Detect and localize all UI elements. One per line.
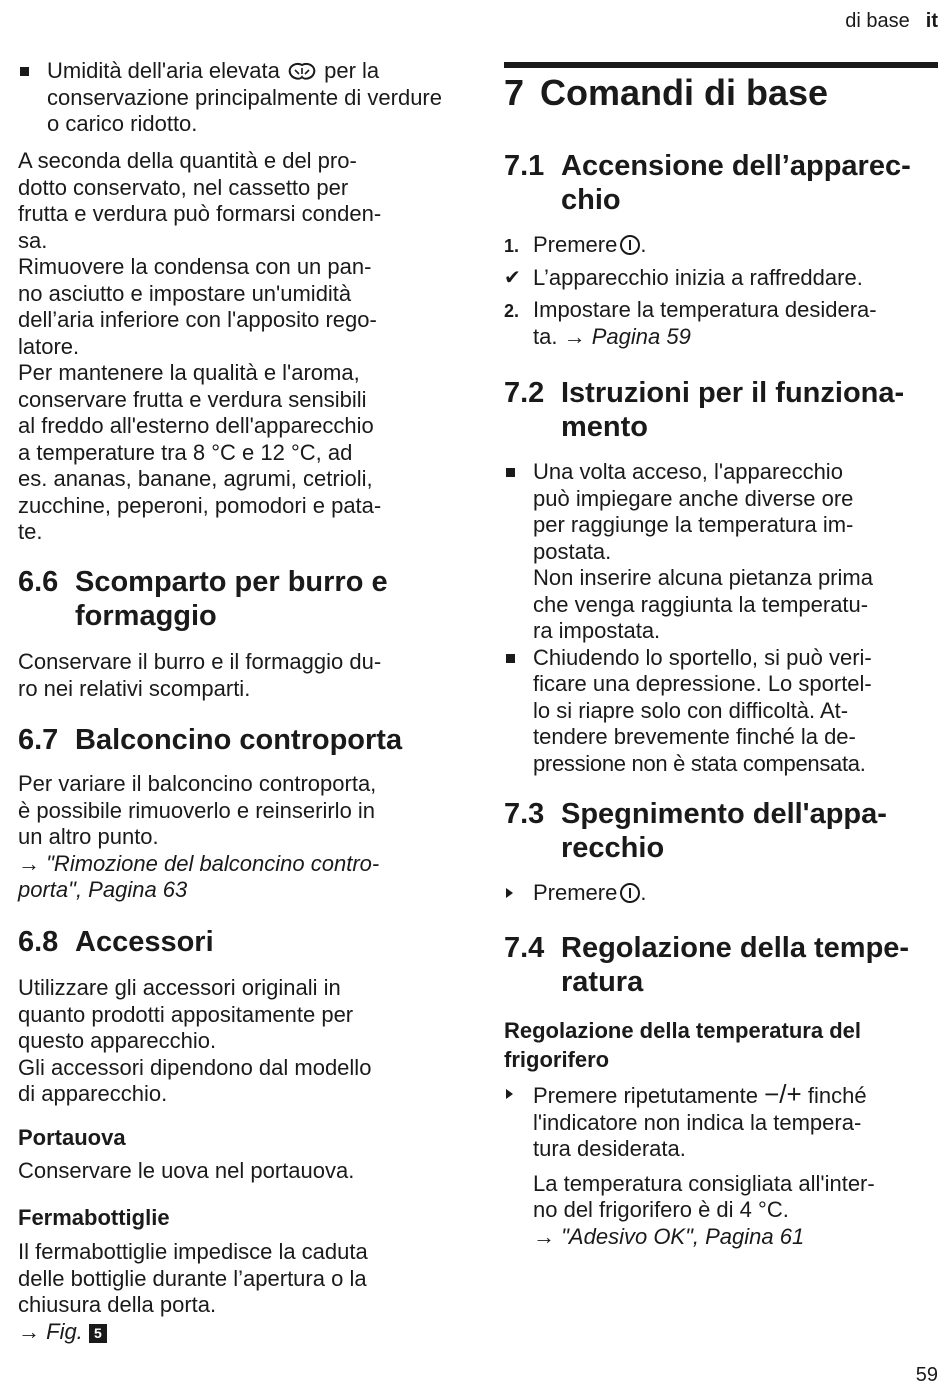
bullets-7-2 xyxy=(504,459,940,777)
text-6-7: Per variare il balconcino controporta, è possibile rimuoverlo e reinserirlo in un altro punto. → "Rimozione del balconcino contro- porta", Pagina 63 xyxy=(18,771,458,904)
arrow-right-icon: → xyxy=(18,1318,47,1344)
bullet-square xyxy=(20,67,29,76)
sticker-reference-link[interactable]: → "Adesivo OK", Pagina 61 xyxy=(533,1223,805,1249)
steps-7-1 xyxy=(504,232,940,350)
heading-6-7: 6.7 Balconcino controporta xyxy=(18,724,403,756)
heading-6-8: 6.8 Accessori xyxy=(18,926,214,958)
bullet-operation-1: Una volta acceso, l'apparecchio può impiegare anche diverse ore per raggiunge la temperatura im- postata. Non inserire alcuna pietanza prima che venga raggiunta la temperatu- ra impostata. xyxy=(504,459,940,645)
header-section: di base xyxy=(845,10,910,32)
text-egg-holder: Conservare le uova nel portauova. xyxy=(18,1158,355,1183)
arrow-triangle-icon xyxy=(506,888,513,898)
check-icon: ✔ xyxy=(504,266,521,289)
vegetable-icon xyxy=(286,60,318,82)
bullet-operation-2: Chiudendo lo sportello, si può veri- ficare una depressione. Lo sportel- lo si riapre solo con difficoltà. At- tendere brevemente finché la de- pressione non è stata compensata. xyxy=(504,645,940,778)
bullet-humidity: Umidità dell'aria elevata per la conservazione principalmente di verdure o carico ridotto. xyxy=(18,58,458,138)
arrow-right-icon: → xyxy=(18,850,47,876)
header-language: it xyxy=(925,10,938,32)
power-icon xyxy=(620,883,640,903)
condensation-text: A seconda della quantità e del pro- dotto conservato, nel cassetto per frutta e verdura può formarsi conden- sa. Rimuovere la condensa con un pan- no asciutto e impostare un'umidità dell’aria inferiore con l'apposito rego- latore. Per mantenere la qualità e l'aroma, conservare frutta e verdura sensibili al freddo all'esterno dell'apparecchio a temperature tra 8 °C e 12 °C, ad es. ananas, banane, agrumi, cetrioli, zucchine, peperoni, pomodori e pata- te. xyxy=(18,148,382,544)
bullet-square xyxy=(506,654,515,663)
step-set-temperature: Premere ripetutamente −/+ finché l'indicatore non indica la tempera- tura desiderata. La temperatura consigliata all'inter- no del frigorifero è di 4 °C. → "Adesivo OK", Pagina 61 xyxy=(504,1081,940,1250)
page-number: 59 xyxy=(915,1364,938,1386)
figure-reference-link[interactable]: → Fig. 5 xyxy=(18,1319,458,1346)
step-result: ✔ L’apparecchio inizia a raffreddare. xyxy=(504,264,863,290)
chapter-rule xyxy=(504,62,938,68)
heading-6-6: 6.6 Scomparto per burro e formaggio xyxy=(18,566,388,632)
chapter-title: 7 Comandi di base xyxy=(504,72,829,113)
step-2: 2. Impostare la temperatura desidera- ta. → Pagina 59 xyxy=(504,297,877,349)
heading-7-4: 7.4 Regolazione della tempe- ratura xyxy=(504,932,910,998)
text-6-6: Conservare il burro e il formaggio du- ro nei relativi scomparti. xyxy=(18,649,382,701)
subheading-egg-holder: Portauova xyxy=(18,1125,126,1150)
step-1: 1. Premere . xyxy=(504,232,647,257)
heading-7-3: 7.3 Spegnimento dell'appa- recchio xyxy=(504,798,887,864)
heading-7-1: 7.1 Accensione dell’apparec- chio xyxy=(504,150,911,216)
subheading-bottle-holder: Fermabottiglie xyxy=(18,1205,170,1230)
page-reference-link[interactable]: → Pagina 59 xyxy=(563,323,691,349)
heading-7-2: 7.2 Istruzioni per il funziona- mento xyxy=(504,377,905,443)
text-6-8: Utilizzare gli accessori originali in quanto prodotti appositamente per questo apparecchio. Gli accessori dipendono dal modello di apparecchio. xyxy=(18,975,372,1106)
power-icon xyxy=(620,235,640,255)
subheading-fridge-temperature: Regolazione della temperatura del frigorifero xyxy=(504,1018,861,1072)
temperature-note: La temperatura consigliata all'inter- no del frigorifero è di 4 °C. → "Adesivo OK", Pagina 61 xyxy=(533,1171,940,1251)
text-bottle-holder: Il fermabottiglie impedisce la caduta delle bottiglie durante l’apertura o la chiusura della porta. → Fig. 5 xyxy=(18,1239,458,1345)
arrow-triangle-icon xyxy=(506,1089,513,1099)
arrow-right-icon: → xyxy=(533,1223,562,1249)
running-header xyxy=(845,10,938,33)
minus-plus-icon: −/+ xyxy=(764,1079,802,1109)
step-switch-off: Premere . xyxy=(504,880,940,907)
bullet-square xyxy=(506,468,515,477)
cross-reference-link[interactable]: → "Rimozione del balconcino contro- xyxy=(18,850,380,876)
figure-number-badge: 5 xyxy=(89,1324,107,1343)
